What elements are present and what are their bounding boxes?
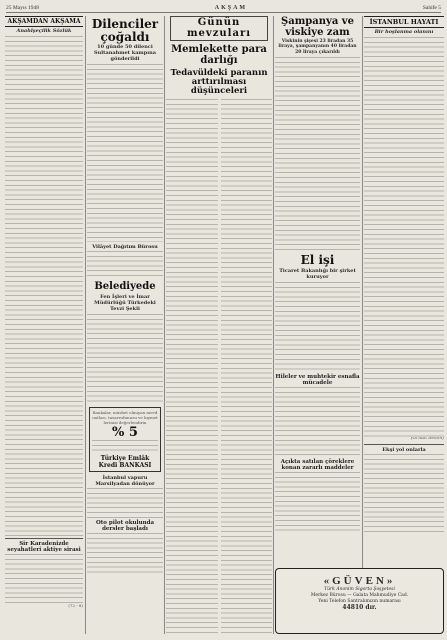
page-number: Sahife 5 <box>422 4 441 11</box>
bank-ad-body <box>92 440 158 454</box>
headline-sampanya: Şampanya ve viskiye zam <box>281 16 354 38</box>
column-rule <box>164 16 165 634</box>
column-rule <box>362 16 363 634</box>
guven-ad-line3: Yeni Telefon Santralımızın numarası <box>318 599 401 604</box>
headline-eksi-yol: Ekşi yol onlarla <box>364 444 444 453</box>
emlak-bank-ad <box>89 407 161 472</box>
subheadline-sampanya: Viskinin şişesi 23 liradan 35 liraya, şampanyanın 40 liradan 20 liraya çıkarıldı <box>278 39 357 55</box>
guven-ad-line1: Türk Anonim Sigorta Şoşyetesi <box>324 587 395 592</box>
column-rule <box>273 16 274 634</box>
column-header: AKŞAMDAN AKŞAMA <box>5 16 83 27</box>
article-body <box>275 387 360 457</box>
headline-corekler: Açıkta satılan çöreklere konan zararlı maddeler <box>280 458 355 471</box>
gunun-mevzulari-box <box>170 16 268 41</box>
article-body <box>87 64 163 242</box>
bank-ad-rate: % 5 <box>112 424 138 440</box>
column-news-2 <box>87 16 163 634</box>
column-subheader: Anahlşeçilik Sözlük <box>16 28 72 34</box>
headline-belediyede: Belediyede <box>94 281 156 293</box>
signoff: (Orhan Sevim) <box>410 437 444 441</box>
article-body <box>364 454 444 534</box>
article-body <box>275 472 360 532</box>
article-body <box>87 314 163 404</box>
guven-ad-phone: 44810 dır. <box>342 604 377 611</box>
subheadline-belediyede: Fen İşleri ve İmar Müdürlüğü Türkedeki Tevzi Şekli <box>94 293 156 312</box>
footer-article-title: Sir Karadenizde seyahatleri aktiye sirasi <box>5 538 83 553</box>
guven-ad-name: «GÜVEN» <box>323 575 396 587</box>
column-subheader: Bir hoşlanma olanını <box>374 29 434 35</box>
subheadline-dilenciler: 10 günde 50 dilenci Sultanahmet kampına gönderildi <box>94 44 156 63</box>
headline-istanbul-vapuru: İstanbul vapuru Marsilyadan dönüyor <box>95 474 155 487</box>
article-body <box>87 251 163 279</box>
article-body <box>87 533 163 573</box>
footer-article-body <box>5 554 83 604</box>
column-istanbul-hayati <box>364 16 444 634</box>
headline-para-darligi: Memlekette para darlığı <box>171 44 267 66</box>
section-title: Günün mevzuları <box>186 17 252 39</box>
article-body <box>364 37 444 437</box>
guven-ad-line2: Merkez Bürosu — Galata Mahmudiye Cad. <box>310 593 409 598</box>
subheadline-para-darligi: Tedavüldeki paranın arttırılması düşünceleri <box>170 68 268 96</box>
column-akşamdan-akşama <box>5 16 83 634</box>
headline-hileler: Hileler ve muhtekir esnafla mücadele <box>275 373 360 386</box>
headline-oto-pilot: Oto pilot okulunda dersler başladı <box>95 519 155 532</box>
issue-date: 25 Mayıs 1948 <box>6 4 39 11</box>
article-body <box>275 57 360 252</box>
article-body <box>275 282 360 372</box>
article-columns <box>166 99 272 634</box>
footer-note: (72 - 8) <box>68 604 83 608</box>
headline-vilayet: Vilâyet Dağıtım Bürosu <box>92 244 158 251</box>
column-news-4 <box>275 16 360 634</box>
article-body <box>221 99 273 634</box>
bank-ad-text: Bankalar, müsbet olmıyan mevduatları, tasarrufunuzu ve kıymetlerinizi değerlendirin <box>92 409 158 425</box>
column-gunun-mevzulari <box>166 16 272 634</box>
article-body <box>87 488 163 518</box>
subheadline-el-isi: Ticaret Bakanlığı bir şirket kuruyor <box>279 267 356 280</box>
paper-name: AKŞAM <box>214 4 248 11</box>
guven-insurance-ad <box>275 568 444 634</box>
bank-ad-name: Türkiye Emlâk Kredi BANKASI <box>98 455 152 469</box>
masthead <box>6 3 441 13</box>
headline-dilenciler: Dilenciler çoğaldı <box>91 17 159 44</box>
article-body <box>166 99 218 634</box>
headline-el-isi: El işi <box>300 253 335 268</box>
column-header: İSTANBUL HAYATI <box>364 16 444 28</box>
column-rule <box>85 16 86 634</box>
article-body <box>5 36 83 536</box>
